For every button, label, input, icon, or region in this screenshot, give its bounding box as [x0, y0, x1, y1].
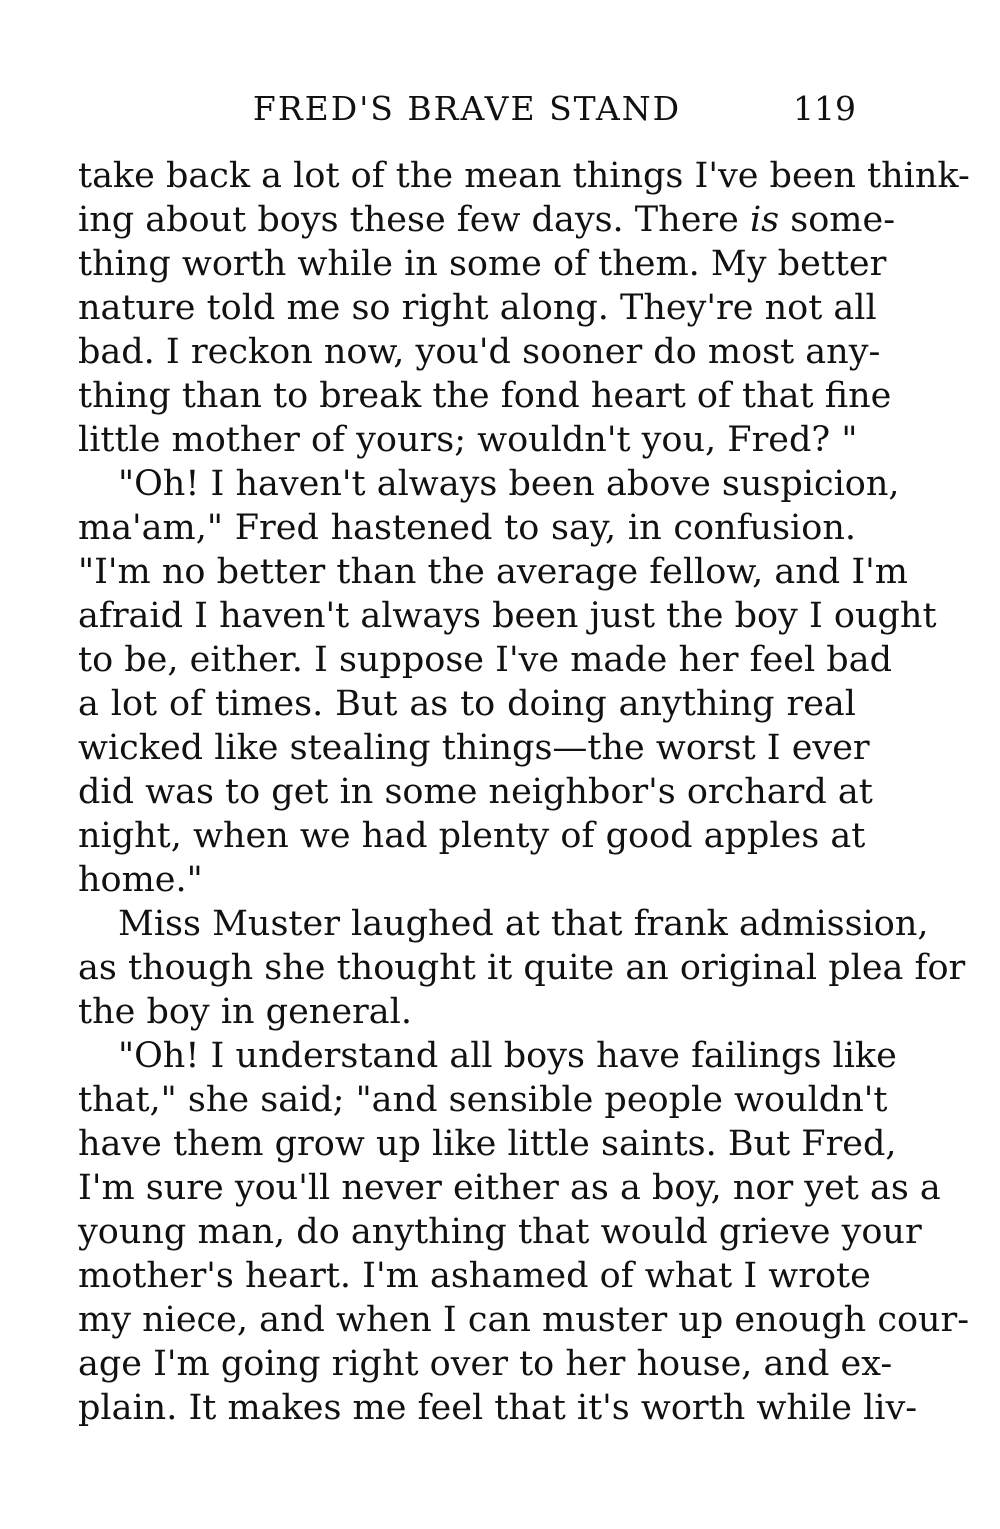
text-line: bad. I reckon now, you'd sooner do most any-: [78, 332, 881, 372]
text-line: the boy in general.: [78, 992, 412, 1032]
text-line: "Oh! I understand all boys have failings like: [118, 1036, 897, 1076]
text-line: a lot of times. But as to doing anything real: [78, 684, 856, 724]
text-line: have them grow up like little saints. But Fred,: [78, 1124, 897, 1164]
text-line: "Oh! I haven't always been above suspicion,: [118, 464, 900, 504]
text-line: age I'm going right over to her house, and ex-: [78, 1344, 893, 1384]
text-line: that," she said; "and sensible people wouldn't: [78, 1080, 888, 1120]
text-line: night, when we had plenty of good apples at: [78, 816, 866, 856]
text-line: ing about boys these few days. There is some-: [78, 200, 896, 240]
text-line: nature told me so right along. They're not all: [78, 288, 877, 328]
text-line: wicked like stealing things—the worst I ever: [78, 728, 870, 768]
running-title: FRED'S BRAVE STAND: [252, 89, 682, 128]
text-line: I'm sure you'll never either as a boy, nor yet as a: [78, 1168, 941, 1208]
text-line: my niece, and when I can muster up enough cour-: [78, 1300, 970, 1340]
body-text: [78, 154, 970, 1430]
text-line: young man, do anything that would grieve your: [78, 1212, 922, 1252]
text-line: afraid I haven't always been just the boy I ought: [78, 596, 937, 636]
text-line: Miss Muster laughed at that frank admission,: [118, 904, 929, 944]
text-line: take back a lot of the mean things I've been think-: [78, 156, 970, 196]
text-line: thing than to break the fond heart of that fine: [78, 376, 892, 416]
text-line: mother's heart. I'm ashamed of what I wrote: [78, 1256, 871, 1296]
page-number: 119: [793, 89, 856, 128]
text-line: did was to get in some neighbor's orchard at: [78, 772, 873, 812]
text-line: home.": [78, 860, 203, 900]
text-line: "I'm no better than the average fellow, and I'm: [78, 552, 908, 592]
running-head: [78, 84, 856, 134]
text-line: thing worth while in some of them. My better: [78, 244, 887, 284]
text-line: little mother of yours; wouldn't you, Fred? ": [78, 420, 858, 460]
text-line: ma'am," Fred hastened to say, in confusion.: [78, 508, 856, 548]
text-line: to be, either. I suppose I've made her feel bad: [78, 640, 892, 680]
text-line: plain. It makes me feel that it's worth while liv-: [78, 1388, 918, 1428]
text-line: as though she thought it quite an original plea for: [78, 948, 966, 988]
emphasis-word: is: [749, 200, 780, 240]
